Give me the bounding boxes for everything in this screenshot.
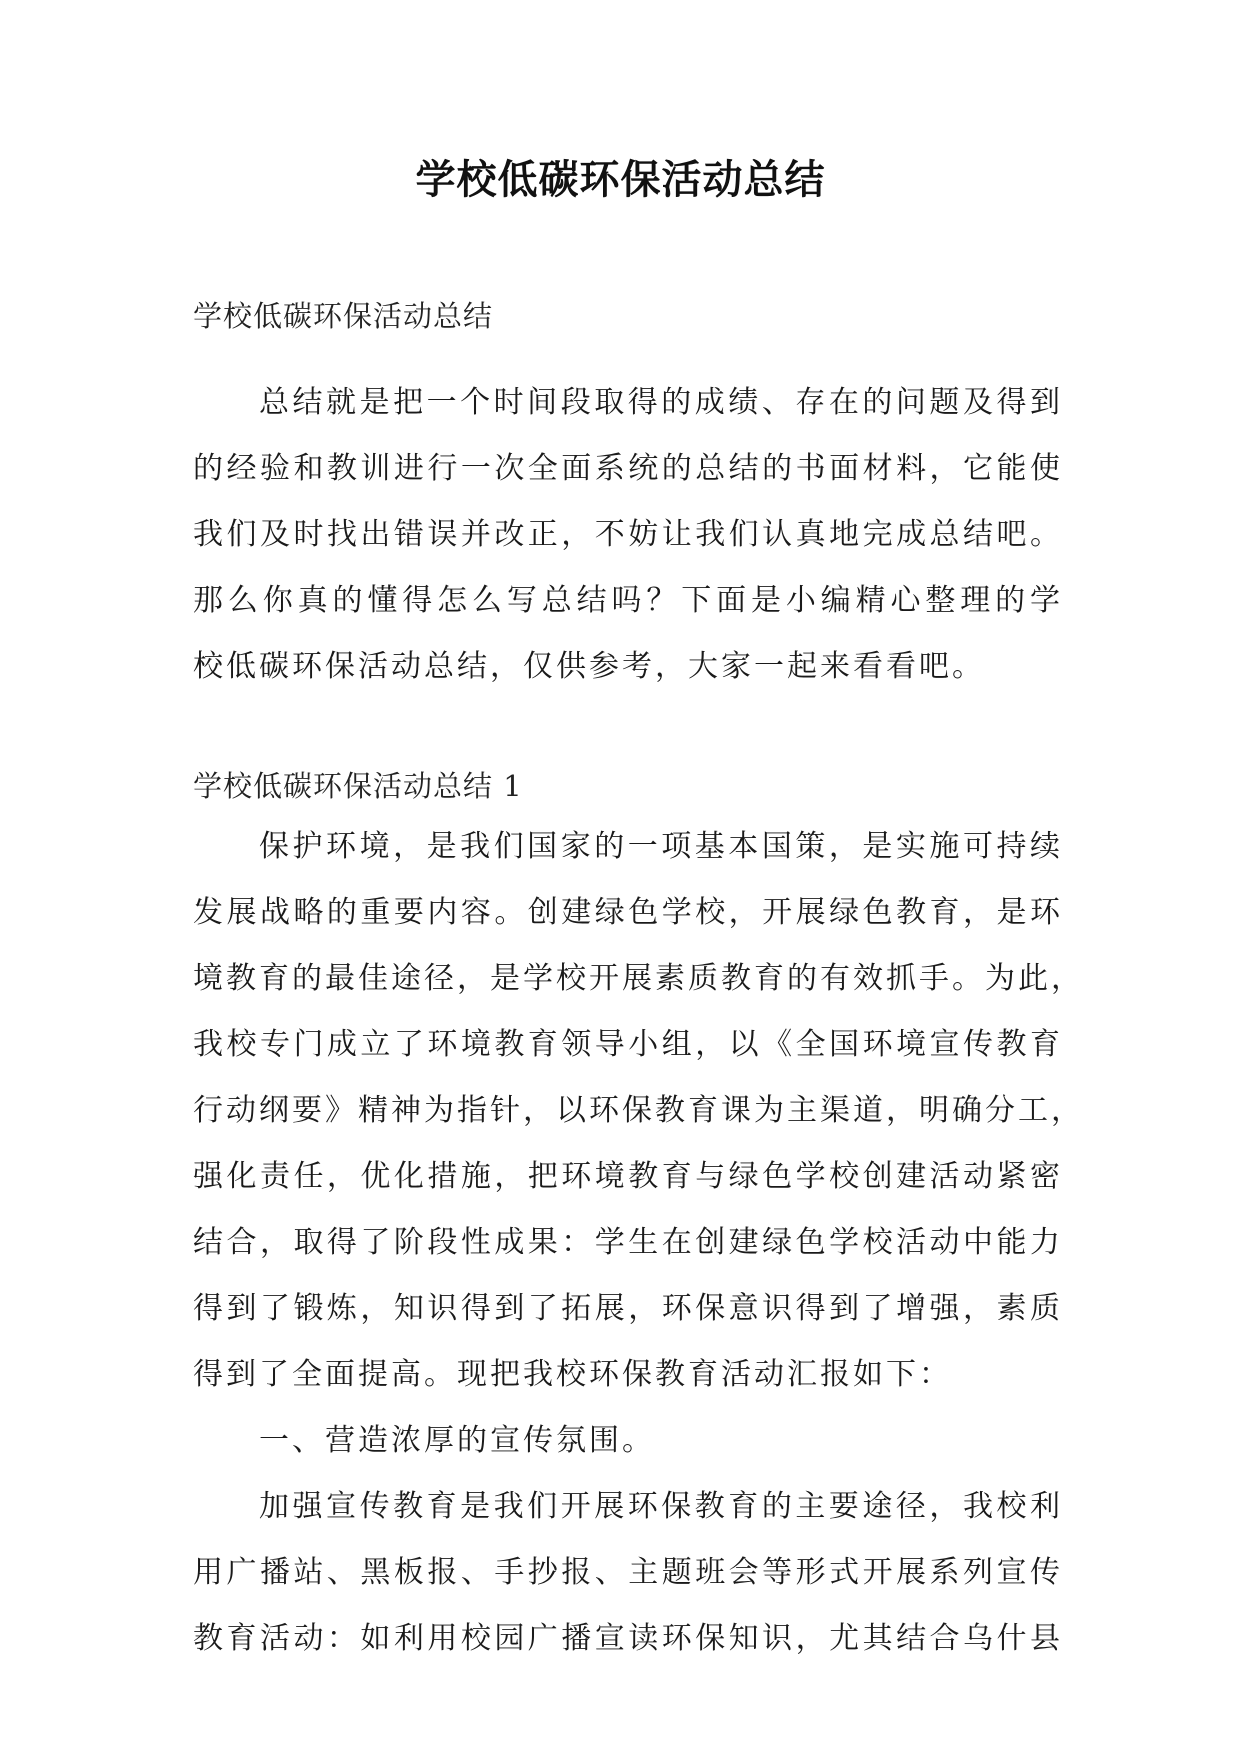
para-2-line: 教育活动：如利用校园广播宣读环保知识，尤其结合乌什县 bbox=[193, 1621, 1063, 1656]
section-1-line: 行动纲要》精神为指针，以环保教育课为主渠道，明确分工， bbox=[193, 1093, 1084, 1128]
section-1-line: 得到了全面提高。现把我校环保教育活动汇报如下： bbox=[193, 1357, 952, 1392]
subheading-1: 一、营造浓厚的宣传氛围。 bbox=[259, 1423, 655, 1458]
section-1-line: 结合，取得了阶段性成果：学生在创建绿色学校活动中能力 bbox=[193, 1225, 1063, 1260]
section-1-line: 发展战略的重要内容。创建绿色学校，开展绿色教育，是环 bbox=[193, 895, 1063, 930]
section-1-line: 我校专门成立了环境教育领导小组，以《全国环境宣传教育 bbox=[193, 1027, 1063, 1062]
section-1-line: 保护环境，是我们国家的一项基本国策，是实施可持续 bbox=[259, 829, 1063, 864]
intro-paragraph bbox=[193, 370, 1063, 700]
section-1-heading: 学校低碳环保活动总结 1 bbox=[193, 769, 523, 803]
intro-line: 的经验和教训进行一次全面系统的总结的书面材料，它能使 bbox=[193, 451, 1063, 486]
intro-line: 我们及时找出错误并改正，不妨让我们认真地完成总结吧。 bbox=[193, 517, 1063, 552]
section-1-line: 得到了锻炼，知识得到了拓展，环保意识得到了增强，素质 bbox=[193, 1291, 1063, 1326]
document-title: 学校低碳环保活动总结 bbox=[415, 157, 826, 203]
para-2-line: 用广播站、黑板报、手抄报、主题班会等形式开展系列宣传 bbox=[193, 1555, 1063, 1590]
intro-line: 那么你真的懂得怎么写总结吗？下面是小编精心整理的学 bbox=[193, 583, 1063, 618]
intro-line: 总结就是把一个时间段取得的成绩、存在的问题及得到 bbox=[259, 385, 1063, 420]
document-subtitle: 学校低碳环保活动总结 bbox=[193, 299, 494, 333]
intro-line: 校低碳环保活动总结，仅供参考，大家一起来看看吧。 bbox=[193, 649, 985, 684]
section-1-paragraph bbox=[193, 814, 1084, 1672]
section-1-line: 境教育的最佳途径，是学校开展素质教育的有效抓手。为此， bbox=[193, 961, 1084, 996]
para-2-line: 加强宣传教育是我们开展环保教育的主要途径，我校利 bbox=[259, 1489, 1063, 1524]
section-1-line: 强化责任，优化措施，把环境教育与绿色学校创建活动紧密 bbox=[193, 1159, 1063, 1194]
